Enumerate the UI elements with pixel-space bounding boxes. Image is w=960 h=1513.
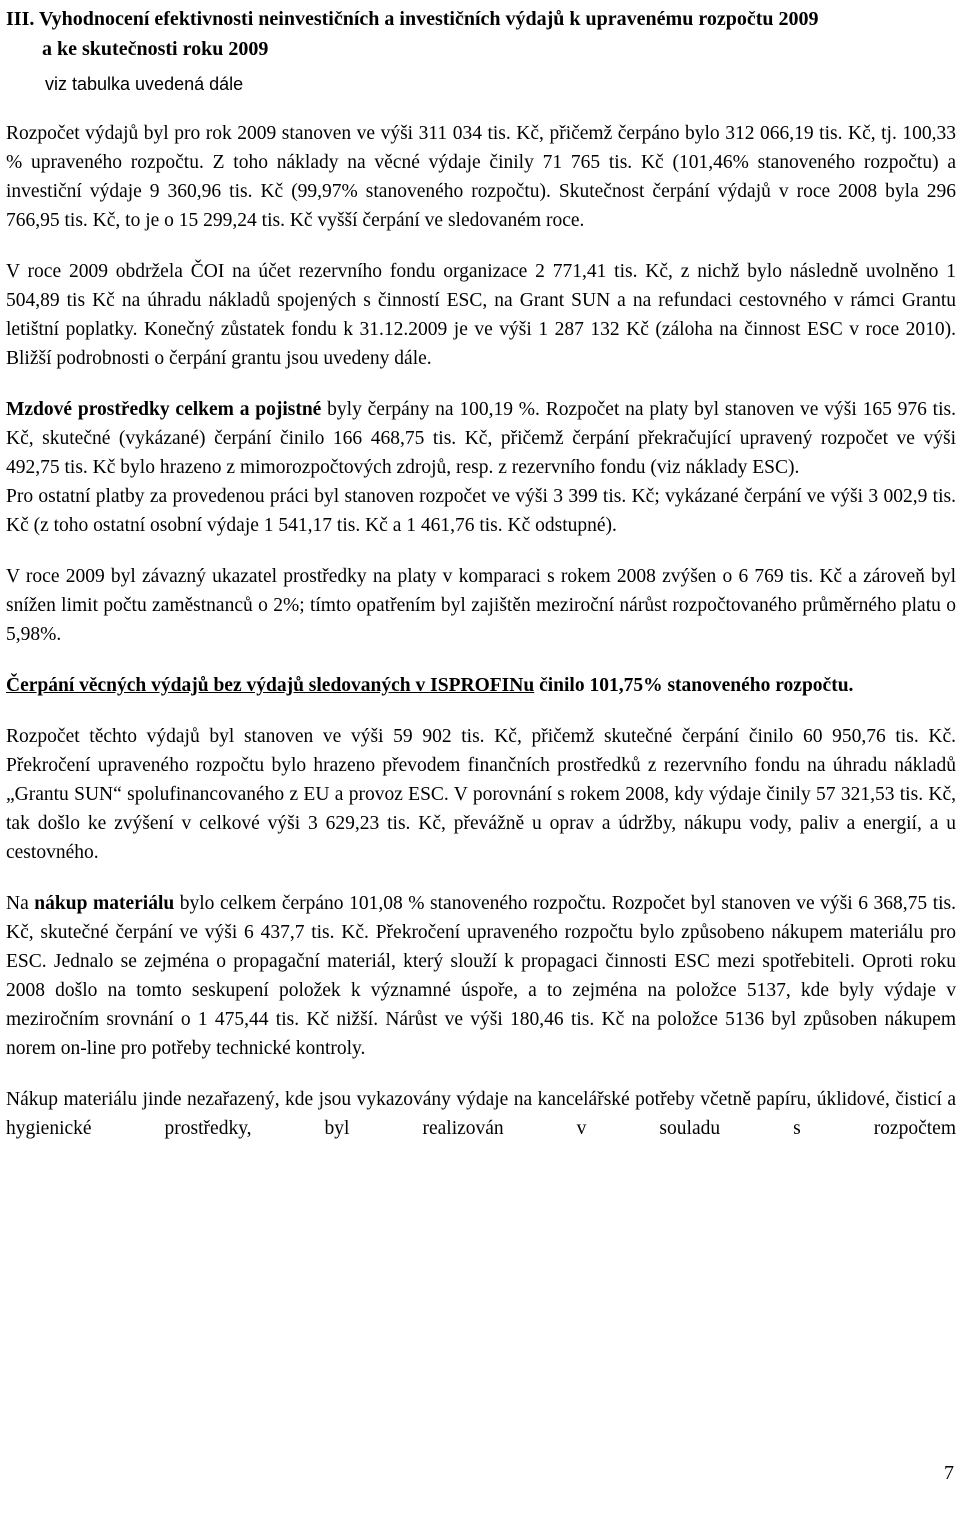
paragraph-other-payments: Pro ostatní platby za provedenou práci byl stanoven rozpočet ve výši 3 399 tis. Kč; vykázané čerpání ve výši 3 002,9 tis. Kč (z toho ostatní osobní výdaje 1 541,17 tis. Kč a 1 461,76 tis. Kč odstupné). [6,486,956,536]
material-expenses-rest: činilo 101,75% stanoveného rozpočtu. [534,675,854,696]
material-expenses-underlined: Čerpání věcných výdajů bez výdajů sledovaných v ISPROFINu [6,675,535,696]
paragraph-reserve-fund: V roce 2009 obdržela ČOI na účet rezervního fondu organizace 2 771,41 tis. Kč, z nichž bylo následně uvolněno 1 504,89 tis Kč na úhradu nákladů spojených s činností ESC, na Grant SUN a na refundaci cestovného v rámci Grantu letištní poplatky. Konečný zůstatek fondu k 31.12.2009 je ve výši 1 287 132 Kč (záloha na činnost ESC v roce 2010). Bližší podrobnosti o čerpání grantu jsou uvedeny dále. [6,261,956,369]
paragraph-salary-indicator: V roce 2009 byl závazný ukazatel prostředky na platy v komparaci s rokem 2008 zvýšen o 6 769 tis. Kč a zároveň byl snížen limit počtu zaměstnanců o 2%; tímto opatřením byl zajištěn meziroční nárůst rozpočtovaného průměrného platu o 5,98%. [6,566,956,645]
material-purchase-pre: Na [6,893,35,914]
wages-text: byly čerpány na 100,19 %. Rozpočet na platy byl stanoven ve výši 165 976 tis. Kč, skutečné (vykázané) čerpání činilo 166 468,75 tis. Kč, přičemž čerpání překračující upravený rozpočet ve výši 492,75 tis. Kč bylo hrazeno z mimorozpočtových zdrojů, resp. z rezervního fondu (viz náklady ESC). [6,399,956,478]
material-purchase-bold: nákup materiálu [34,893,175,914]
paragraph-material-other: Nákup materiálu jinde nezařazený, kde jsou vykazovány výdaje na kancelářské potřeby včetně papíru, úklidové, čisticí a hygienické prostředky, byl realizován v souladu s rozpočtem [6,1089,956,1139]
section-heading-line1: III. Vyhodnocení efektivnosti neinvestičních a investičních výdajů k upravenému rozpočtu 2009 [6,8,819,30]
section-heading-line2: a ke skutečnosti roku 2009 [42,38,269,60]
material-purchase-text: bylo celkem čerpáno 101,08 % stanoveného rozpočtu. Rozpočet byl stanoven ve výši 6 368,75 tis. Kč, skutečné čerpání ve výši 6 437,7 tis. Kč. Překročení upraveného rozpočtu bylo způsobeno nákupem materiálu pro ESC. Jednalo se zejména o propagační materiál, který slouží k propagaci činnosti ESC mezi spotřebiteli. Oproti roku 2008 došlo na tomto seskupení položek k významné úspoře, a to zejména na položce 5137, kde byly výdaje v meziročním srovnání o 1 475,44 tis. Kč nižší. Nárůst ve výši 180,46 tis. Kč na položce 5136 byl způsoben nákupem norem on-line pro potřeby technické kontroly. [6,893,956,1059]
table-reference-note: viz tabulka uvedená dále [45,74,244,94]
paragraph-wages [6,395,956,482]
paragraph-budget-overview-text: Rozpočet výdajů byl pro rok 2009 stanoven ve výši 311 034 tis. Kč, přičemž čerpáno bylo 312 066,19 tis. Kč, tj. 100,33 % upraveného rozpočtu. Z toho náklady na věcné výdaje činily 71 765 tis. Kč (101,46% stanoveného rozpočtu) a investiční výdaje 9 360,96 tis. Kč (99,97% stanoveného rozpočtu). Skutečnost čerpání výdajů v roce 2008 byla 296 766,95 tis. Kč, to je o 15 299,24 tis. Kč vyšší čerpání ve sledovaném roce. [6,123,956,231]
paragraph-material-expenses: Rozpočet těchto výdajů byl stanoven ve výši 59 902 tis. Kč, přičemž skutečné čerpání činilo 60 950,76 tis. Kč. Překročení upraveného rozpočtu bylo hrazeno převodem finančních prostředků z rezervního fondu na úhradu nákladů „Grantu SUN“ spolufinancovaného z EU a provoz ESC. V porovnání s rokem 2008, kdy výdaje činily 57 321,53 tis. Kč, tak došlo ke zvýšení v celkové výši 3 629,23 tis. Kč, převážně u oprav a údržby, nákupu vody, paliv a energií, a u cestovného. [6,726,956,863]
paragraph-material-expenses-heading [6,671,956,700]
page-number: 7 [944,1462,954,1484]
paragraph-material-purchase [6,889,956,1063]
section-heading [6,4,956,64]
wages-heading: Mzdové prostředky celkem a pojistné [6,399,322,420]
paragraph-budget-overview [6,119,956,235]
